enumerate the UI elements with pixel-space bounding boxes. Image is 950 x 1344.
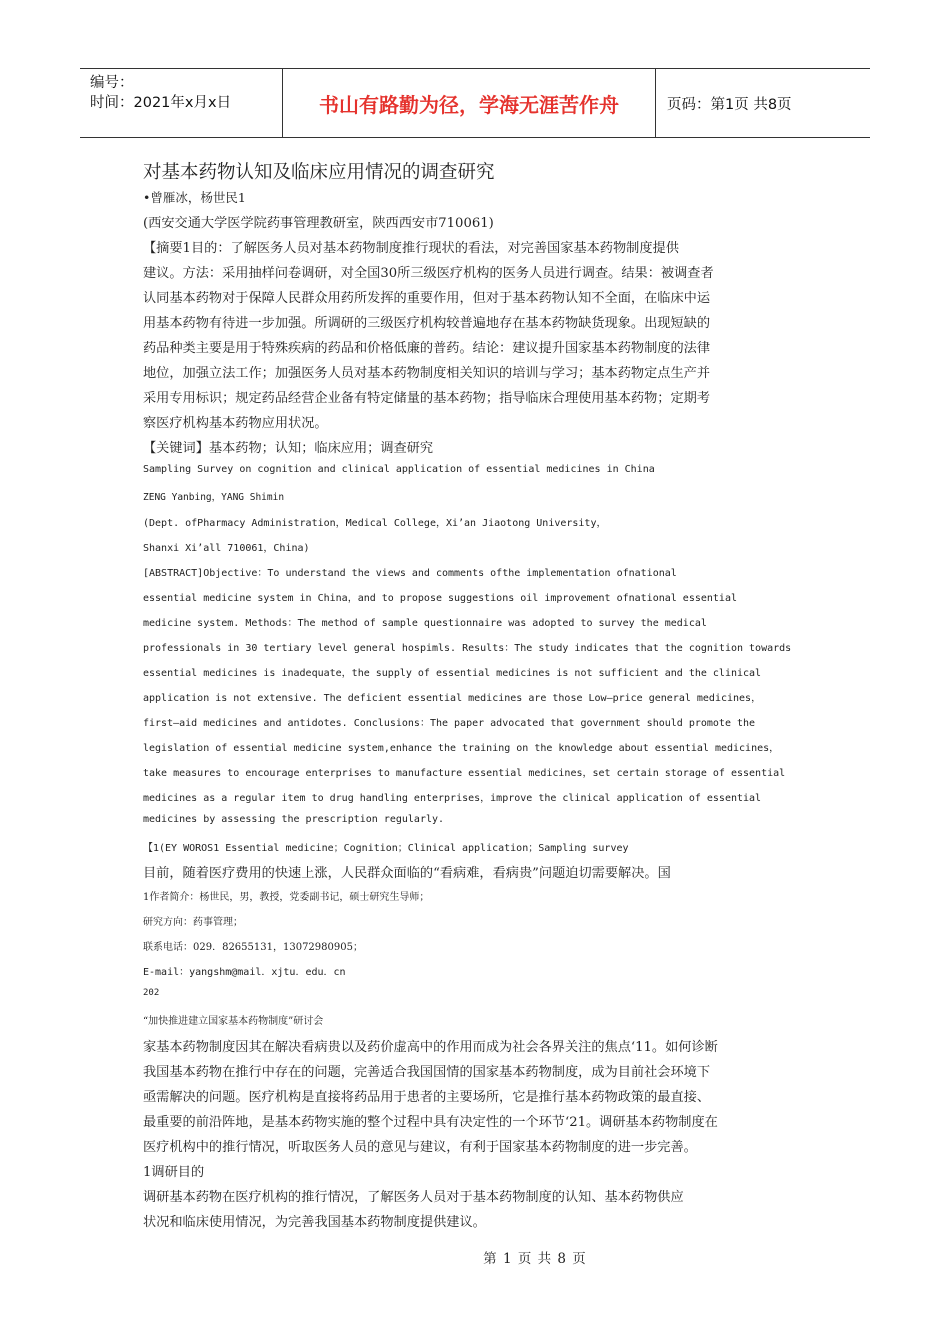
page-header: [80, 68, 870, 138]
section-heading: 1调研目的: [143, 1165, 205, 1180]
authors-en: ZENG Yanbing，YANG Shimin: [143, 492, 285, 503]
abstract-cn-line: 认同基本药物对于保障人民群众用药所发挥的重要作用，但对于基本药物认知不全面，在临床中运: [143, 291, 711, 306]
number-label: 编号：: [90, 75, 134, 91]
abstract-cn-line: 建议。方法：采用抽样问卷调研，对全国30所三级医疗机构的医务人员进行调查。结果：被调查者: [143, 266, 714, 281]
abstract-cn-line: 地位，加强立法工作；加强医务人员对基本药物制度相关知识的培训与学习；基本药物定点生产并: [143, 366, 711, 381]
abstract-en-line: take measures to encourage enterprises to manufacture essential medicines，set certain storage of essential: [143, 768, 786, 779]
abstract-en-line: essential medicines is inadequate，the supply of essential medicines is not sufficient and the clinical: [143, 668, 762, 679]
body-line: 亟需解决的问题。医疗机构是直接将药品用于患者的主要场所，它是推行基本药物政策的最直接、: [143, 1090, 711, 1105]
author-email: E-mail：yangshm@mail．xjtu．edu．cn: [143, 967, 346, 978]
body-line: 医疗机构中的推行情况，听取医务人员的意见与建议，有利于国家基本药物制度的进一步完善。: [143, 1140, 697, 1155]
abstract-en-line: professionals in 30 tertiary level general hospimls. Results：The study indicates that the cognition towards: [143, 643, 792, 654]
title-en: Sampling Survey on cognition and clinical application of essential medicines in China: [143, 464, 655, 475]
affiliation-en: (Dept. ofPharmacy Administration，Medical College，Xi’an Jiaotong University，: [143, 518, 607, 529]
body-line: 状况和临床使用情况，为完善我国基本药物制度提供建议。: [143, 1215, 486, 1230]
abstract-en-line: first—aid medicines and antidotes. Conclusions：The paper advocated that government should promote the: [143, 718, 756, 729]
abstract-en-line: medicine system. Methods：The method of sample questionnaire was adopted to survey the medical: [143, 618, 707, 629]
body-line: 调研基本药物在医疗机构的推行情况，了解医务人员对于基本药物制度的认知、基本药物供应: [143, 1190, 684, 1205]
time-label: 时间：2021年x月x日: [90, 95, 232, 111]
abstract-cn-line: 察医疗机构基本药物应用状况。: [143, 416, 328, 431]
abstract-cn-line: 用基本药物有待进一步加强。所调研的三级医疗机构较普遍地存在基本药物缺货现象。出现短缺的: [143, 316, 711, 331]
authors: •曾雁冰，杨世民1: [143, 190, 246, 205]
body-line: 最重要的前沿阵地，是基本药物实施的整个过程中具有决定性的一个环节‘21。调研基本药物制度在: [143, 1115, 718, 1130]
page-footer: 第 1 页 共 8 页: [483, 1251, 587, 1267]
conference-name: “加快推进建立国家基本药物制度”研讨会: [143, 1016, 324, 1027]
affiliation: (西安交通大学医学院药事管理教研室，陕西西安市710061): [143, 216, 494, 231]
keywords-cn: 【关键词】基本药物；认知；临床应用；调查研究: [143, 441, 434, 456]
abstract-cn-line: 药品种类主要是用于特殊疾病的药品和价格低廉的普药。结论：建议提升国家基本药物制度的法律: [143, 341, 711, 356]
abstract-en-line: application is not extensive. The deficient essential medicines are those Low—price general medicines，: [143, 693, 762, 704]
abstract-en-line: legislation of essential medicine system,enhance the training on the knowledge about essential medicines，: [143, 743, 780, 754]
keywords-en: 【1(EY WOROS1 Essential medicine；Cognition；Clinical application；Sampling survey: [143, 843, 629, 854]
abstract-en-line: essential medicine system in China，and to propose suggestions oil improvement ofnational essential: [143, 593, 737, 604]
article-title: 对基本药物认知及临床应用情况的调查研究: [143, 162, 495, 183]
abstract-en-line: medicines as a regular item to drug handling enterprises，improve the clinical application of essential: [143, 793, 762, 804]
abstract-cn-line: 采用专用标识；规定药品经营企业备有特定储量的基本药物；指导临床合理使用基本药物；定期考: [143, 391, 711, 406]
abstract-en-line: [ABSTRACT]Objective：To understand the views and comments ofthe implementation ofnational: [143, 568, 677, 579]
author-note: 1作者简介：杨世民，男，教授，党委副书记，硕士研究生导师；: [143, 892, 430, 903]
author-note: 联系电话：029．82655131，13072980905；: [143, 942, 363, 953]
page-number-original: 202: [143, 988, 160, 998]
motto: 书山有路勤为径，学海无涯苦作舟: [282, 69, 656, 137]
abstract-cn-line: 【摘要1目的：了解医务人员对基本药物制度推行现状的看法，对完善国家基本药物制度提供: [143, 241, 679, 256]
header-left: [80, 69, 282, 137]
affiliation-en: Shanxi Xi’all 710061，China): [143, 543, 310, 554]
intro-line: 目前，随着医疗费用的快速上涨，人民群众面临的“看病难，看病贵”问题迫切需要解决。国: [143, 866, 671, 881]
author-note: 研究方向：药事管理；: [143, 917, 243, 928]
body-line: 家基本药物制度因其在解决看病贵以及药价虚高中的作用而成为社会各界关注的焦点‘11。如何诊断: [143, 1040, 718, 1055]
page-info: 页码：第1页 共8页: [667, 96, 792, 113]
body-line: 我国基本药物在推行中存在的问题，完善适合我国国情的国家基本药物制度，成为目前社会环境下: [143, 1065, 711, 1080]
abstract-en-line: medicines by assessing the prescription regularly.: [143, 814, 445, 825]
